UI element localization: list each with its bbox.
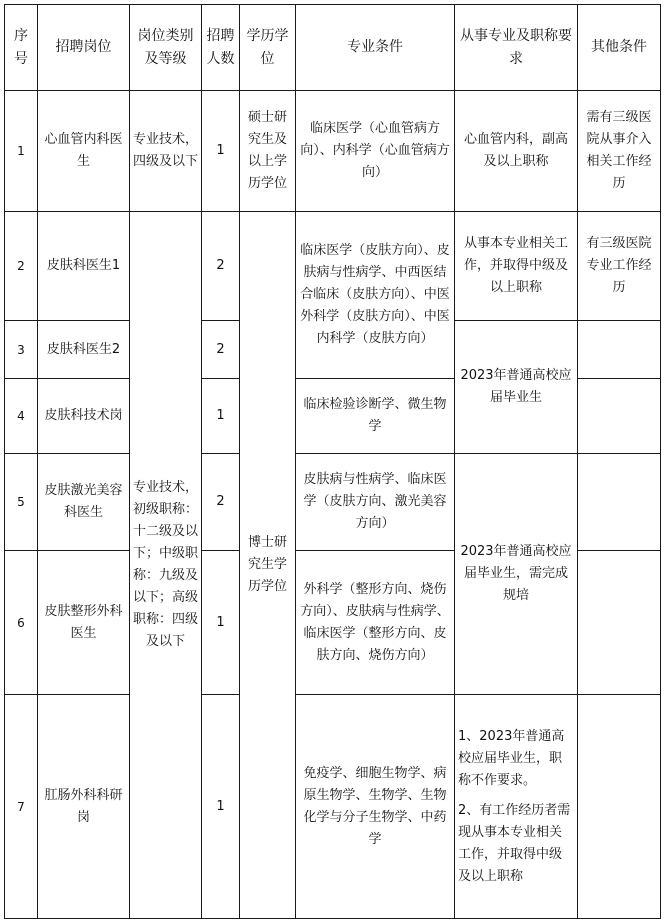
header-major: 专业条件 (296, 5, 455, 91)
row-count: 1 (202, 379, 240, 454)
row-count: 1 (202, 91, 240, 212)
table-row (5, 695, 661, 919)
row-education: 硕士研究生及以上学历学位 (240, 91, 296, 212)
table-row (5, 454, 661, 551)
row-position: 皮肤科医生2 (38, 321, 130, 379)
row-position: 心血管内科医生 (38, 91, 130, 212)
row-experience-notes (455, 695, 578, 919)
row-seq: 2 (5, 212, 38, 321)
row-seq: 3 (5, 321, 38, 379)
row-category: 专业技术，四级及以下 (130, 91, 202, 212)
merged-education: 博士研究生学历学位 (240, 212, 296, 919)
row-seq: 6 (5, 551, 38, 695)
row-position: 皮肤科医生1 (38, 212, 130, 321)
header-experience: 从事专业及职称要求 (455, 5, 578, 91)
recruitment-table (4, 4, 661, 919)
header-count: 招聘人数 (202, 5, 240, 91)
row-experience: 心血管内科，副高及以上职称 (455, 91, 578, 212)
row-major: 免疫学、细胞生物学、病原生物学、生物学、生物化学与分子生物学、中药学 (296, 695, 455, 919)
row-seq: 5 (5, 454, 38, 551)
table-row (5, 212, 661, 321)
row-position: 皮肤科技术岗 (38, 379, 130, 454)
row-position: 皮肤整形外科医生 (38, 551, 130, 695)
merged-experience-residency: 2023年普通高校应届毕业生，需完成规培 (455, 454, 578, 695)
row-major: 外科学（整形方向、烧伤方向）、皮肤病与性病学、临床医学（整形方向、皮肤方向、烧伤方向） (296, 551, 455, 695)
row-other-empty (578, 454, 661, 551)
row-other: 需有三级医院从事介入相关工作经历 (578, 91, 661, 212)
row-seq: 1 (5, 91, 38, 212)
row-other-empty (578, 695, 661, 919)
row-other-empty (578, 379, 661, 454)
experience-note-1: 1、2023年普通高校应届毕业生，职称不作要求。 (458, 728, 565, 788)
row-count: 2 (202, 321, 240, 379)
row-position: 肛肠外科科研岗 (38, 695, 130, 919)
header-education: 学历学位 (240, 5, 296, 91)
row-count: 1 (202, 551, 240, 695)
row-seq: 4 (5, 379, 38, 454)
row-other-empty (578, 321, 661, 379)
row-seq: 7 (5, 695, 38, 919)
row-other: 有三级医院专业工作经历 (578, 212, 661, 321)
row-major: 临床检验诊断学、微生物学 (296, 379, 455, 454)
merged-major-dermatology: 临床医学（皮肤方向）、皮肤病与性病学、中西医结合临床（皮肤方向）、中医外科学（皮肤方向）、中医内科学（皮肤方向） (296, 212, 455, 379)
merged-category: 专业技术，初级职称：十二级及以下；中级职称：九级及以下；高级职称：四级及以下 (130, 212, 202, 919)
header-seq: 序号 (5, 5, 38, 91)
row-major: 临床医学（心血管病方向）、内科学（心血管病方向） (296, 91, 455, 212)
row-major: 皮肤病与性病学、临床医学（皮肤方向、激光美容方向） (296, 454, 455, 551)
table-row (5, 91, 661, 212)
experience-note-2: 2、有工作经历者需现从事本专业相关工作，并取得中级及以上职称 (458, 802, 571, 884)
header-category: 岗位类别及等级 (130, 5, 202, 91)
row-experience: 从事本专业相关工作，并取得中级及以上职称 (455, 212, 578, 321)
row-count: 1 (202, 695, 240, 919)
row-position: 皮肤激光美容科医生 (38, 454, 130, 551)
header-position: 招聘岗位 (38, 5, 130, 91)
row-count: 2 (202, 454, 240, 551)
row-count: 2 (202, 212, 240, 321)
row-other-empty (578, 551, 661, 695)
header-row (5, 5, 661, 91)
merged-experience-graduate: 2023年普通高校应届毕业生 (455, 321, 578, 454)
header-other: 其他条件 (578, 5, 661, 91)
